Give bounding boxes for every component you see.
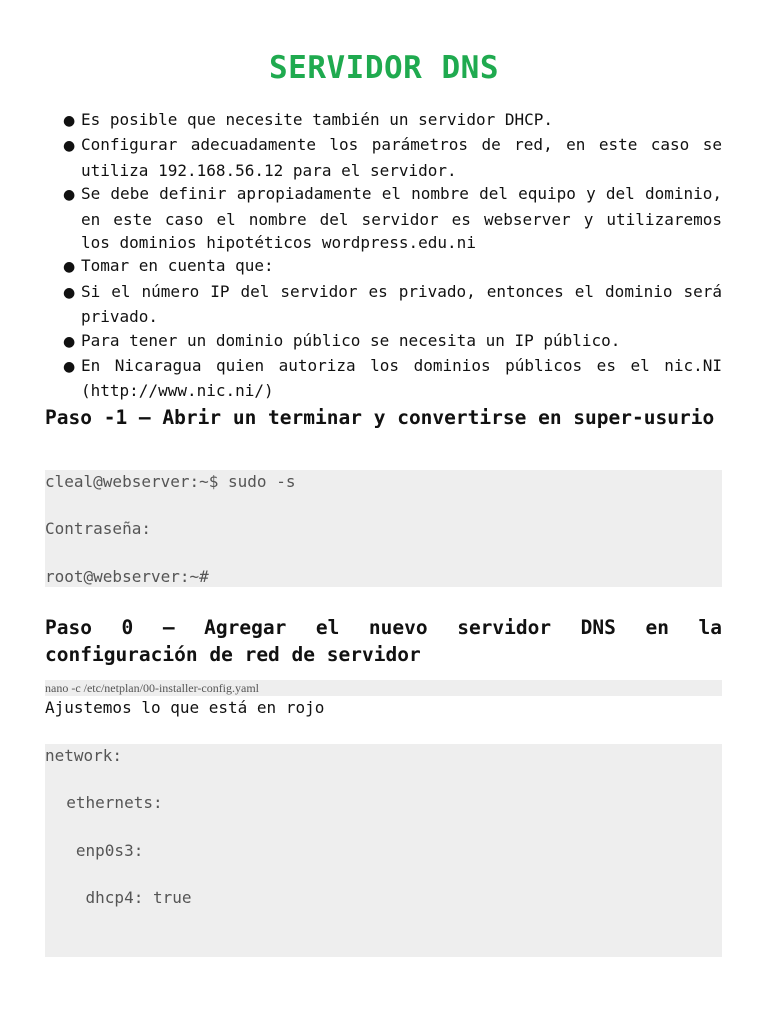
list-item: ● Es posible que necesite también un servidor DHCP. [63, 108, 722, 133]
step2-heading: Paso 0 – Agregar el nuevo servidor DNS en la configuración de red de servidor [45, 616, 722, 666]
bullet-icon: ● [63, 187, 76, 204]
step2-note: Ajustemos lo que está en rojo [45, 698, 325, 717]
code-line: root@webserver:~# [45, 567, 209, 586]
bullet-icon: ● [63, 259, 76, 276]
step2-code-block [45, 744, 722, 957]
list-item: ● Si el número IP del servidor es privado, entonces el dominio será privado. [63, 281, 722, 327]
list-item: ● En Nicaragua quien autoriza los dominios públicos es el nic.NI (http://www.nic.ni/) [63, 356, 722, 401]
page-title: SERVIDOR DNS [269, 50, 499, 86]
bullet-list [45, 108, 722, 403]
code-line: Contraseña: [45, 519, 151, 538]
code-line: ethernets: [47, 793, 163, 812]
command-line: nano -c /etc/netplan/00-installer-config.yaml [45, 681, 260, 695]
list-item: ● Se debe definir apropiadamente el nombre del equipo y del dominio, en este caso el nombre del servidor es webserver y utilizaremos los dominios hipotéticos wordpress.edu.ni [63, 184, 722, 253]
list-item: ● Tomar en cuenta que: [63, 254, 722, 279]
code-line: dhcp4: true [47, 888, 192, 907]
bullet-icon: ● [63, 284, 76, 301]
list-item: ● Configurar adecuadamente los parámetros de red, en este caso se utiliza 192.168.56.12 para el servidor. [63, 135, 722, 180]
step2-command-block [45, 680, 722, 696]
bullet-icon: ● [63, 138, 76, 155]
bullet-icon: ● [63, 333, 76, 350]
code-line: cleal@webserver:~$ sudo -s [45, 472, 296, 491]
code-line: network: [45, 746, 123, 765]
bullet-icon: ● [63, 113, 76, 129]
step1-code-block [45, 470, 722, 587]
step1-heading: Paso -1 – Abrir un terminar y convertirse en super-usurio [45, 406, 715, 429]
code-line: enp0s3: [47, 841, 144, 860]
bullet-icon: ● [63, 359, 76, 376]
list-item: ● Para tener un dominio público se necesita un IP público. [63, 329, 722, 354]
